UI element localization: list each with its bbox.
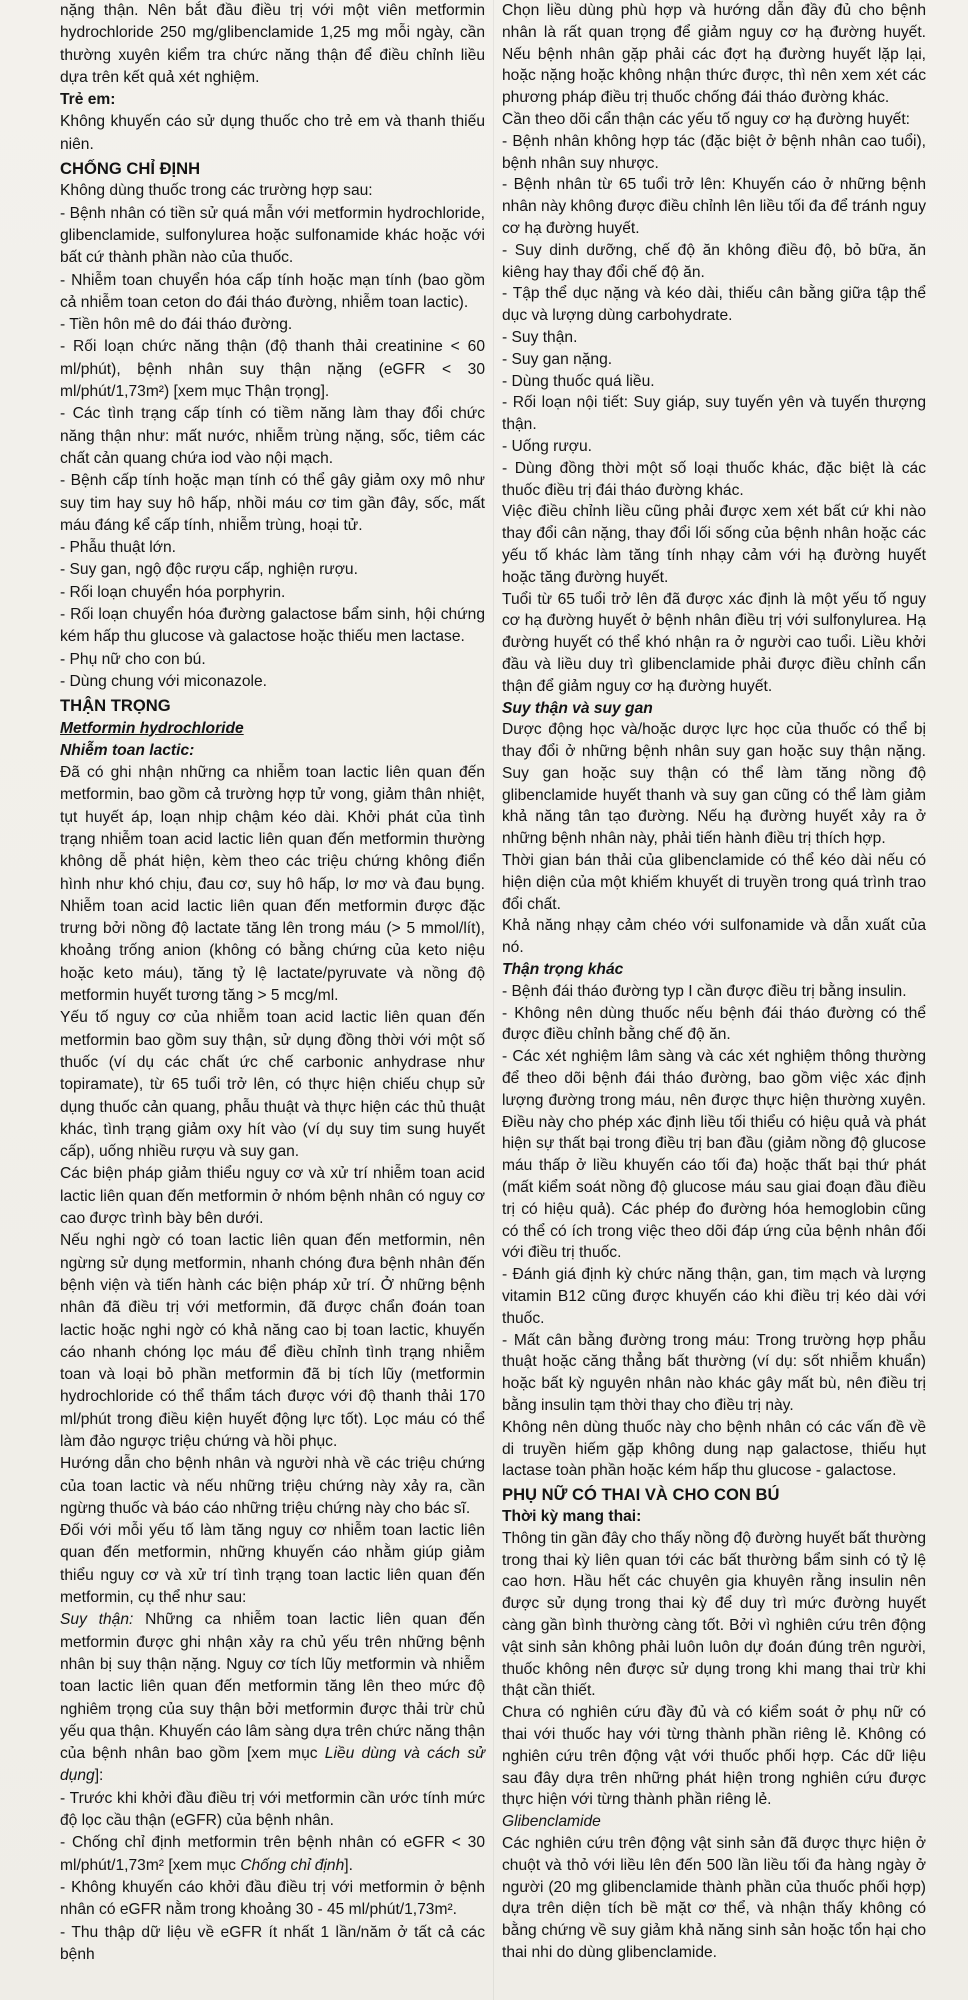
right-paragraph	[502, 1528, 926, 1702]
column-divider	[493, 0, 494, 2000]
right-paragraph	[502, 283, 926, 327]
paragraph-text: Dược động học và/hoặc dược lực học của thuốc có thể bị thay đổi ở những bệnh nhân suy gan hoặc suy thận nặng. Suy gan hoặc suy thận có thể làm tăng nồng độ glibenclamide huyết thanh và suy gan cũng có thể làm giảm khả năng tân tạo đường. Nếu hạ đường huyết xảy ra ở những bệnh nhân này, phải tiến hành điều trị thích hợp.	[502, 721, 926, 848]
left-italic-subheading	[60, 740, 485, 762]
paragraph-text: - Các xét nghiệm lâm sàng và các xét nghiệm thông thường để theo dõi bệnh đái tháo đường, bao gồm việc xác định lượng đường trong máu, nên được thực hiện thường xuyên. Điều này cho phép xác định liều tối thiểu có hiệu quả và phát hiện sự thất bại trong điều trị ban đầu (giảm nồng độ glucose máu thấp ở liều khuyến cáo tối đa) hoặc thất bại thứ phát (mất kiểm soát nồng độ glucose máu sau giai đoạn đầu điều trị có hiệu quả). Các phép đo đường hóa hemoglobin cũng có thể có ích trong việc theo dõi đáp ứng của bệnh nhân đối với điều trị thuốc.	[502, 1048, 926, 1262]
paragraph-text: Tuổi từ 65 tuổi trở lên đã được xác định là một yếu tố nguy cơ hạ đường huyết ở bệnh nhân điều trị với sulfonylurea. Hạ đường huyết có thể khó nhận ra ở người cao tuổi. Liều khởi đầu và liều duy trì glibenclamide phải được điều chỉnh cẩn thận để giảm nguy cơ hạ đường huyết.	[502, 590, 926, 695]
right-paragraph	[502, 327, 926, 349]
paragraph-text: - Dùng thuốc quá liều.	[502, 372, 655, 390]
right-paragraph	[502, 174, 926, 239]
left-paragraph	[60, 270, 485, 315]
right-paragraph	[502, 131, 926, 175]
paragraph-text: - Bệnh nhân có tiền sử quá mẫn với metformin hydrochloride, glibenclamide, sulfonylurea hoặc sulfonamide khác hoặc với bất cứ thành phần nào của thuốc.	[60, 204, 485, 267]
left-paragraph	[60, 1230, 485, 1453]
paragraph-tail: ]:	[94, 1767, 104, 1785]
left-paragraph	[60, 559, 485, 581]
paragraph-text: Thời gian bán thải của glibenclamide có thể kéo dài nếu có hiện diện của một khiếm khuyết di truyền trong quá trình trao đổi chất.	[502, 852, 926, 913]
left-paragraph	[60, 649, 485, 671]
right-paragraph	[502, 109, 926, 131]
paragraph-text: THẬN TRỌNG	[60, 696, 171, 716]
paragraph-text: Việc điều chỉnh liều cũng phải được xem xét bất cứ khi nào thay đổi cân nặng, thay đổi lối sống của bệnh nhân hoặc các yếu tố khác làm tăng tính nhạy cảm với hạ đường huyết hoặc tăng đường huyết.	[502, 503, 926, 586]
left-paragraph	[60, 1453, 485, 1520]
paragraph-tail: ].	[344, 1856, 353, 1874]
left-paragraph	[60, 403, 485, 470]
left-paragraph	[60, 470, 485, 537]
paragraph-text: Hướng dẫn cho bệnh nhân và người nhà về các triệu chứng của toan lactic và nếu những triệu chứng này xảy ra, cần ngừng thuốc và báo cáo những triệu chứng này cho bác sĩ.	[60, 1455, 485, 1517]
left-paragraph	[60, 762, 485, 1007]
left-paragraph	[60, 180, 485, 202]
right-paragraph	[502, 371, 926, 393]
paragraph-text: - Rối loạn chuyển hóa đường galactose bẩm sinh, hội chứng kém hấp thu glucose và galactose hoặc thiếu men lactase.	[60, 606, 485, 646]
paragraph-text: Cần theo dõi cẩn thận các yếu tố nguy cơ hạ đường huyết:	[502, 110, 911, 128]
paragraph-text: Glibenclamide	[502, 1813, 601, 1831]
right-paragraph	[502, 850, 926, 915]
paragraph-text: CHỐNG CHỈ ĐỊNH	[60, 159, 201, 179]
paragraph-text: PHỤ NỮ CÓ THAI VÀ CHO CON BÚ	[502, 1485, 780, 1505]
paragraph-text: - Phụ nữ cho con bú.	[60, 650, 206, 668]
paragraph-text: - Rối loạn nội tiết: Suy giáp, suy tuyến yên và tuyến thượng thận.	[502, 394, 926, 434]
paragraph-text: - Phẫu thuật lớn.	[60, 539, 176, 557]
paragraph-lead: Suy thận:	[60, 1611, 134, 1629]
paragraph-text: Không nên dùng thuốc này cho bệnh nhân có các vấn đề về di truyền hiếm gặp không dung nạp galactose, thiếu hụt lactase toàn phần hoặc kém hấp thu glucose - galactose.	[502, 1418, 926, 1480]
left-paragraph	[60, 1007, 485, 1163]
right-paragraph	[502, 981, 926, 1003]
paragraph-text: - Suy thận.	[502, 328, 578, 346]
right-italic-subheading	[502, 698, 926, 720]
paragraph-text: - Uống rượu.	[502, 437, 592, 455]
left-paragraph	[60, 1877, 485, 1922]
paragraph-text: - Bệnh đái tháo đường typ I cần được điều trị bằng insulin.	[502, 982, 907, 1000]
left-section-heading	[60, 695, 485, 717]
right-subheading	[502, 1506, 926, 1528]
paragraph-text: nặng thận. Nên bắt đầu điều trị với một viên metformin hydrochloride 250 mg/glibenclamide 1,25 mg mỗi ngày, cần thường xuyên kiểm tra chức năng thận để điều chỉnh liều dựa trên kết quả xét nghiệm.	[60, 2, 485, 86]
left-paragraph	[60, 1520, 485, 1609]
right-paragraph	[502, 436, 926, 458]
paragraph-text: Trẻ em:	[60, 91, 116, 109]
paragraph-text: Thời kỳ mang thai:	[502, 1507, 642, 1525]
paragraph-text: Metformin hydrochloride	[60, 719, 244, 737]
left-paragraph	[60, 671, 485, 693]
left-paragraph	[60, 582, 485, 604]
paragraph-text: Suy thận và suy gan	[502, 699, 653, 717]
right-paragraph	[502, 0, 926, 109]
paragraph-text: - Suy gan nặng.	[502, 350, 613, 368]
right-paragraph	[502, 1330, 926, 1417]
paragraph-text: - Thu thập dữ liệu về eGFR ít nhất 1 lần/năm ở tất cả các bệnh	[60, 1923, 485, 1963]
left-paragraph	[60, 1163, 485, 1230]
left-paragraph	[60, 336, 485, 403]
right-paragraph	[502, 1003, 926, 1047]
paragraph-text: - Suy gan, ngộ độc rượu cấp, nghiện rượu.	[60, 561, 358, 579]
paragraph-text: - Bệnh cấp tính hoặc mạn tính có thể gây giảm oxy mô như suy tim hay suy hô hấp, nhồi máu cơ tim gần đây, sốc, mất máu đáng kể cấp tính, nhiễm trùng, hoại tử.	[60, 472, 485, 534]
paragraph-text: Thận trọng khác	[502, 961, 624, 979]
paragraph-text: Các biện pháp giảm thiểu nguy cơ và xử trí nhiễm toan acid lactic liên quan đến metformin ở nhóm bệnh nhân có nguy cơ cao được trình bày bên dưới.	[60, 1165, 485, 1228]
right-column	[502, 0, 926, 1964]
right-paragraph	[502, 719, 926, 850]
right-paragraph	[502, 458, 926, 502]
right-paragraph	[502, 1702, 926, 1811]
right-paragraph	[502, 915, 926, 959]
paragraph-text: - Suy dinh dưỡng, chế độ ăn không điều độ, bỏ bữa, ăn kiêng hay thay đổi chế độ ăn.	[502, 241, 926, 281]
paragraph-text: Các nghiên cứu trên động vật sinh sản đã được thực hiện ở chuột và thỏ với liều lên đến 500 lần liều tối đa hàng ngày ở người (20 mg glibenclamide thành phần của thuốc phối hợp) dựa trên diện tích bề mặt cơ thể, và nhận thấy không có bằng chứng về suy giảm khả năng sinh sản hoặc tổn hại cho thai nhi do dùng glibenclamide.	[502, 1834, 926, 1961]
paragraph-text: Không dùng thuốc trong các trường hợp sau:	[60, 182, 373, 200]
paragraph-text: - Mất cân bằng đường trong máu: Trong trường hợp phẫu thuật hoặc căng thẳng bất thường (ví dụ: sốt nhiễm khuẩn) hoặc bất kỳ nguyên nhân nào khác gây mất bù, nên điều trị bằng insulin tạm thời thay cho điều trị này.	[502, 1331, 926, 1414]
left-section-heading	[60, 158, 485, 180]
paragraph-text: - Đánh giá định kỳ chức năng thận, gan, tim mạch và lượng vitamin B12 cũng được khuyến cáo khi điều trị kéo dài với thuốc.	[502, 1266, 926, 1327]
left-paragraph	[60, 537, 485, 559]
left-subheading	[60, 718, 485, 740]
left-paragraph	[60, 0, 485, 89]
right-paragraph	[502, 1417, 926, 1482]
right-paragraph	[502, 501, 926, 588]
cross-reference: Liều dùng và cách sử dụng	[60, 1745, 486, 1785]
left-paragraph	[60, 1832, 485, 1877]
paragraph-text: Đối với mỗi yếu tố làm tăng nguy cơ nhiễm toan lactic liên quan đến metformin, những khuyến cáo nhằm giúp giảm thiểu nguy cơ và xử trí tình trạng toan lactic liên quan đến metformin, cụ thể như sau:	[60, 1522, 485, 1607]
left-column	[60, 0, 485, 1966]
paragraph-text: - Trước khi khởi đầu điều trị với metformin cần ước tính mức độ lọc cầu thận (eGFR) của bệnh nhân.	[60, 1789, 485, 1830]
left-subheading	[60, 89, 485, 111]
cross-reference: Chống chỉ định	[240, 1856, 345, 1874]
paragraph-text: - Dùng đồng thời một số loại thuốc khác, đặc biệt là các thuốc điều trị đái tháo đường khác.	[502, 459, 926, 499]
paragraph-text: Chưa có nghiên cứu đầy đủ và có kiểm soát ở phụ nữ có thai với thuốc hay với từng thành phần riêng lẻ. Không có nghiên cứu trên động vật với thuốc phối hợp. Các dữ liệu sau đây dựa trên những phát hiện trong nghiên cứu được thực hiện với từng thành phần riêng lẻ.	[502, 1704, 926, 1809]
paragraph-text: - Bệnh nhân không hợp tác (đặc biệt ở bệnh nhân cao tuổi), bệnh nhân suy nhược.	[502, 132, 926, 172]
paragraph-text: - Chống chỉ định metformin trên bệnh nhân có eGFR < 30 ml/phút/1,73m² [xem mục	[60, 1834, 485, 1874]
paragraph-text: Chọn liều dùng phù hợp và hướng dẫn đầy đủ cho bệnh nhân là rất quan trọng để giảm nguy cơ hạ đường huyết. Nếu bệnh nhân gặp phải các đợt hạ đường huyết lặp lại, hoặc nặng hoặc không nhận thức được, thì nên xem xét các phương pháp điều trị thuốc chống đái tháo đường khác.	[502, 2, 926, 107]
paragraph-text: Nếu nghi ngờ có toan lactic liên quan đến metformin, nên ngừng sử dụng metformin, nhanh chóng đưa bệnh nhân đến bệnh viện và tiến hành các biện pháp xử trí. Ở những bệnh nhân đã điều trị với metformin, đã được chẩn đoán toan lactic hoặc nghi ngờ có khả năng cao bị toan lactic, khuyến cáo nhanh chóng lọc máu để điều chỉnh tình trạng nhiễm toan và loại bỏ phần metformin đã bị tích lũy (metformin hydrochloride có thể thẩm tách được với độ thanh thải 170 ml/phút trong điều kiện huyết động lực tốt). Lọc máu có thể làm đảo ngược triệu chứng và hồi phục.	[60, 1232, 485, 1450]
paragraph-text: Không khuyến cáo sử dụng thuốc cho trẻ em và thanh thiếu niên.	[60, 113, 485, 153]
paragraph-text: Thông tin gần đây cho thấy nồng độ đường huyết bất thường trong thai kỳ liên quan tới các bất thường bẩm sinh có tỷ lệ cao hơn. Hầu hết các chuyên gia khuyên rằng insulin nên được sử dụng trong thai kỳ để duy trì mức đường huyết càng gần bình thường càng tốt. Bởi vì nghiên cứu trên động vật sinh sản không phải luôn luôn dự đoán đúng trên người, thuốc không nên được sử dụng trong khi mang thai trừ khi thật cần thiết.	[502, 1529, 926, 1700]
paragraph-text: - Tập thể dục nặng và kéo dài, thiếu cân bằng giữa tập thể dục và lượng dùng carbohydrate.	[502, 285, 926, 325]
left-paragraph	[60, 1922, 485, 1967]
right-paragraph	[502, 1833, 926, 1964]
right-paragraph	[502, 349, 926, 371]
left-paragraph	[60, 111, 485, 156]
paragraph-text: - Các tình trạng cấp tính có tiềm năng làm thay đổi chức năng thận như: mất nước, nhiễm trùng nặng, sốc, tiêm các chất cản quang chứa iod vào nội mạch.	[60, 405, 485, 467]
right-italic-subheading	[502, 959, 926, 981]
right-paragraph	[502, 1264, 926, 1329]
paragraph-text: - Bệnh nhân từ 65 tuổi trở lên: Khuyến cáo ở những bệnh nhân này không được điều chỉnh lên liều tối đa để tránh nguy cơ hạ đường huyết.	[502, 176, 926, 237]
paragraph-text: Yếu tố nguy cơ của nhiễm toan acid lactic liên quan đến metformin bao gồm suy thận, sử dụng đồng thời với một số thuốc (ví dụ các chất ức chế carbonic anhydrase như topiramate), từ 65 tuổi trở lên, có thực hiện chiếu chụp sử dụng thuốc cản quang, phẫu thuật và thực hiện các thủ thuật khác, tình trạng giảm oxy hít vào (ví dụ suy tim sung huyết cấp), uống nhiều rượu và suy gan.	[60, 1009, 485, 1161]
paragraph-text: Khả năng nhạy cảm chéo với sulfonamide và dẫn xuất của nó.	[502, 917, 926, 957]
paragraph-text: - Rối loạn chức năng thận (độ thanh thải creatinine < 60 ml/phút), bệnh nhân suy thận nặng (eGFR < 30 ml/phút/1,73m²) [xem mục Thận trọng].	[60, 338, 485, 401]
left-paragraph	[60, 1788, 485, 1833]
left-paragraph	[60, 1609, 485, 1787]
left-paragraph	[60, 203, 485, 270]
paragraph-text: - Nhiễm toan chuyển hóa cấp tính hoặc mạn tính (bao gồm cả nhiễm toan ceton do đái tháo đường, nhiễm toan lactic).	[60, 271, 485, 311]
paragraph-text: - Không khuyến cáo khởi đầu điều trị với metformin ở bệnh nhân có eGFR nằm trong khoảng 30 - 45 ml/phút/1,73m².	[60, 1878, 485, 1919]
paragraph-text: Nhiễm toan lactic:	[60, 741, 195, 759]
paragraph-text: Đã có ghi nhận những ca nhiễm toan lactic liên quan đến metformin, bao gồm cả trường hợp tử vong, giảm thân nhiệt, tụt huyết áp, loạn nhịp chậm kéo dài. Khởi phát của tình trạng nhiễm toan acid lactic liên quan đến metformin thường không dễ phát hiện, kèm theo các triệu chứng không điển hình như khó chịu, đau cơ, suy hô hấp, lơ mơ và đau bụng. Nhiễm toan acid lactic liên quan đến metformin được đặc trưng bởi nồng độ lactate tăng lên trong máu (> 5 mmol/lít), khoảng trống anion (không có bằng chứng của keto niệu hoặc keto máu), tăng tỷ lệ lactate/pyruvate và nồng độ metformin huyết tương tăng > 5 mcg/ml.	[60, 764, 485, 1005]
paragraph-text: - Tiền hôn mê do đái tháo đường.	[60, 316, 293, 334]
paragraph-text: - Dùng chung với miconazole.	[60, 672, 267, 690]
right-paragraph	[502, 1046, 926, 1264]
right-paragraph	[502, 240, 926, 284]
right-paragraph	[502, 589, 926, 698]
left-paragraph	[60, 604, 485, 649]
paragraph-text: - Không nên dùng thuốc nếu bệnh đái tháo đường có thể được điều chỉnh bằng chế độ ăn.	[502, 1004, 926, 1044]
paragraph-text: - Rối loạn chuyển hóa porphyrin.	[60, 583, 286, 601]
left-paragraph	[60, 314, 485, 336]
paragraph-text: Những ca nhiễm toan lactic liên quan đến metformin được ghi nhận xảy ra chủ yếu trên những bệnh nhân bị suy thận nặng. Nguy cơ tích lũy metformin và nhiễm toan lactic liên quan đến metformin tăng lên theo mức độ nghiêm trọng của suy thận bởi metformin được thải trừ chủ yếu qua thận. Khuyến cáo lâm sàng dựa trên chức năng thận của bệnh nhân bao gồm [xem mục	[60, 1611, 485, 1763]
right-italic-label	[502, 1811, 926, 1833]
right-paragraph	[502, 392, 926, 436]
right-section-heading	[502, 1484, 926, 1506]
